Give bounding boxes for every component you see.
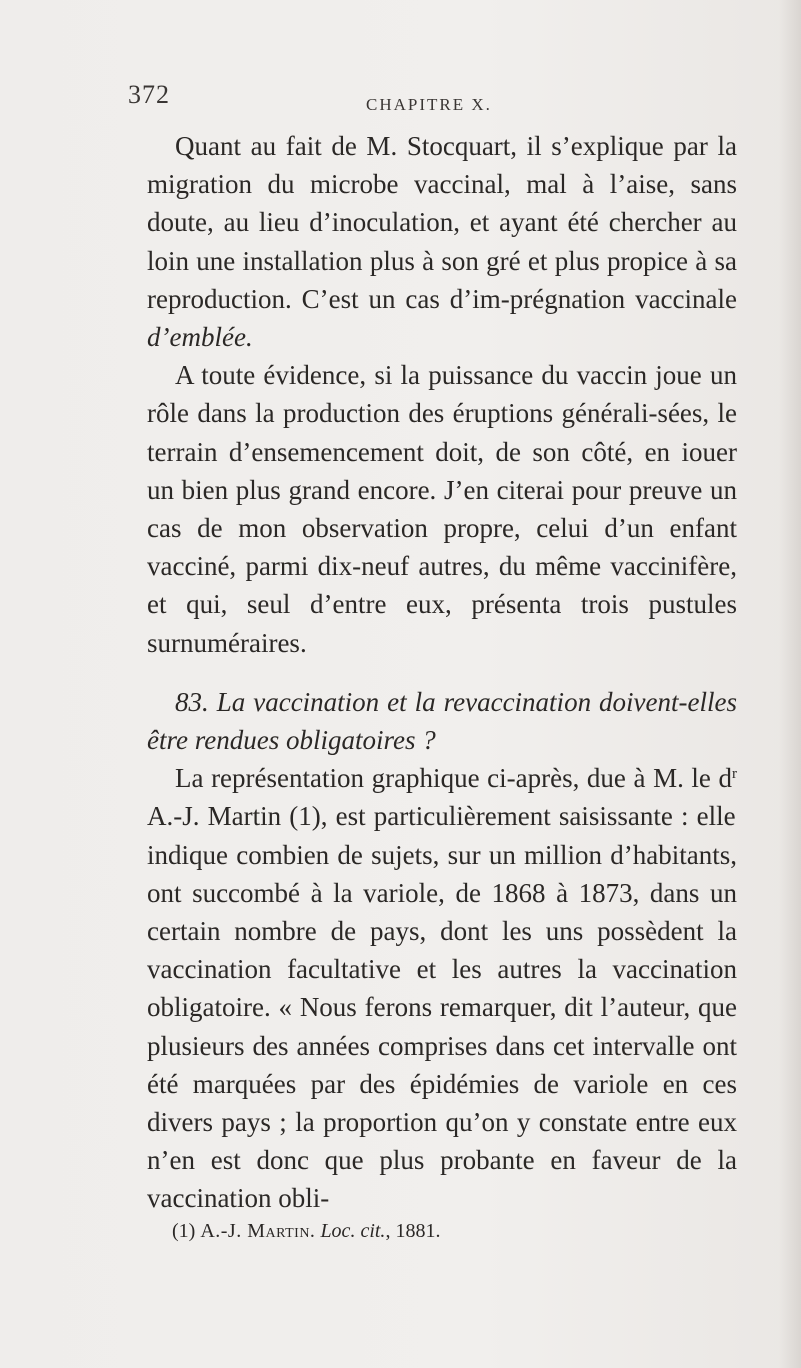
footnote-author: A.-J. Martin. — [200, 1220, 316, 1242]
page-edge-shadow — [779, 0, 801, 1368]
paragraph-1 — [147, 127, 737, 356]
footnote-work: Loc. cit. — [315, 1220, 386, 1242]
paragraph-1-text: Quant au fait de M. Stocquart, il s’explique par la migration du microbe vaccinal, mal à l’aise, sans doute, au lieu d’inoculation, et ayant été chercher au loin une installation plus à son gré et plus propice à sa reproduction. C’est un cas d’im-prégnation vaccinale — [147, 131, 737, 314]
main-text — [147, 127, 737, 1218]
paragraph-2: A toute évidence, si la puissance du vaccin joue un rôle dans la production des éruptions générali-sées, le terrain d’ensemencement doit, de son côté, en iouer un bien plus grand encore. J’en citerai pour preuve un cas de mon observation propre, celui d’un enfant vacciné, parmi dix-neuf autres, du même vaccinifère, et qui, seul d’entre eux, présenta trois pustules surnuméraires. — [147, 360, 737, 658]
paragraph-3-before: La représentation graphique ci-après, due à M. le d — [175, 763, 732, 794]
paragraph-3-superscript: r — [732, 766, 737, 783]
section-heading: 83. La vaccination et la revaccination doivent-elles être rendues obligatoires ? — [147, 686, 737, 756]
footnote-marker: (1) — [172, 1220, 201, 1242]
paragraph-3 — [147, 759, 737, 1217]
footnote — [172, 1220, 440, 1243]
page-number: 372 — [128, 80, 170, 109]
footnote-year: , 1881. — [385, 1220, 441, 1242]
running-head: CHAPITRE X. — [366, 95, 492, 114]
paragraph-1-italic: d’emblée. — [147, 322, 253, 353]
paragraph-3-after: A.-J. Martin (1), est particulièrement saisissante : elle indique combien de sujets, sur un million d’habitants, ont succombé à la variole, de 1868 à 1873, dans un certain nombre de pays, dont les uns possèdent la vaccination facultative et les autres la vaccination obligatoire. « Nous ferons remarquer, dit l’auteur, que plusieurs des années comprises dans cet intervalle ont été marquées par des épidémies de variole en ces divers pays ; la proportion qu’on y constate entre eux n’en est donc que plus probante en faveur de la vaccination obli- — [147, 801, 737, 1214]
